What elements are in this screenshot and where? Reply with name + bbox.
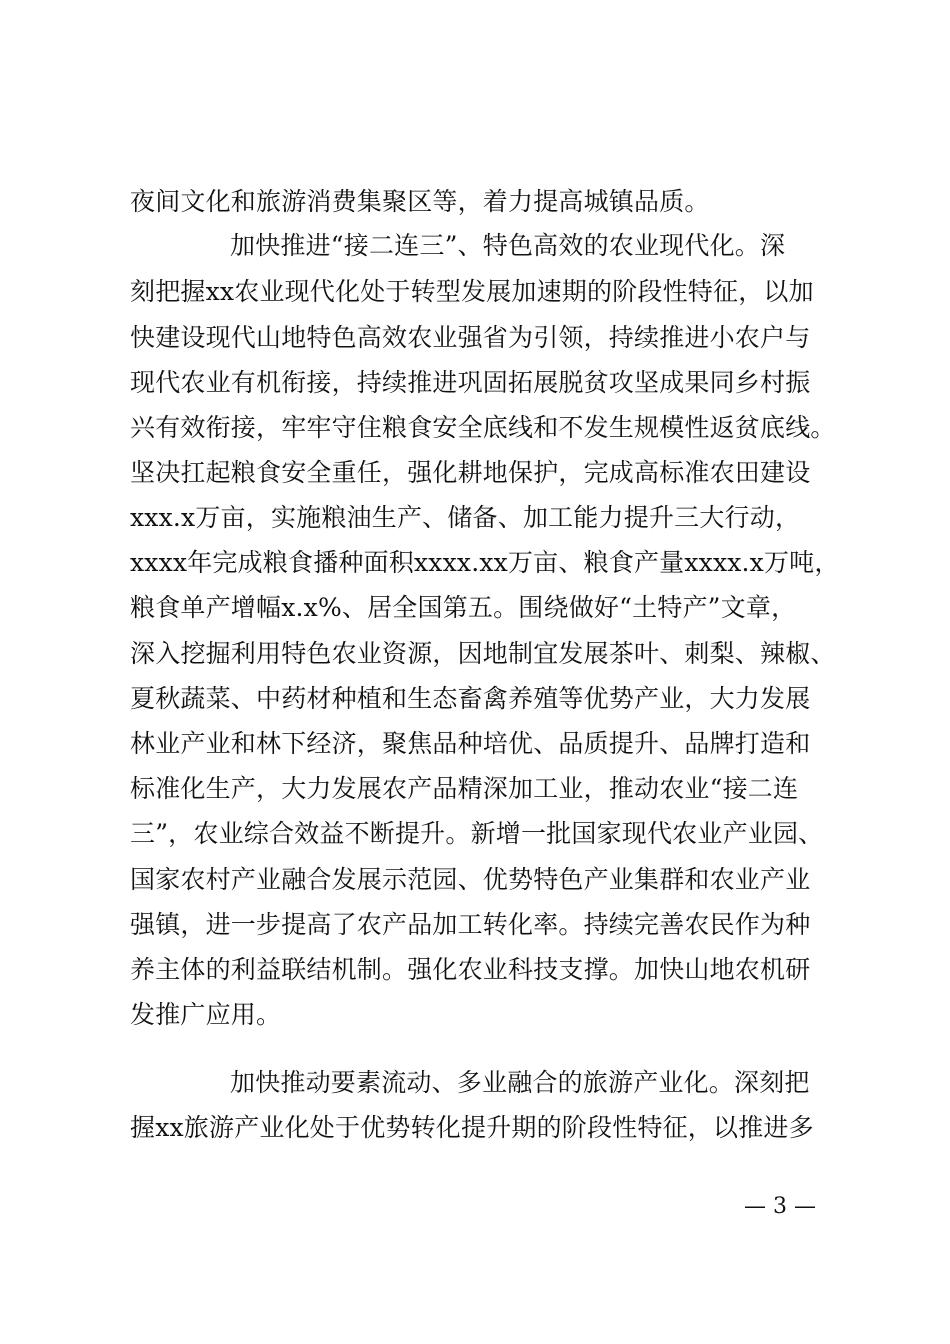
text-line: 兴有效衔接，牢牢守住粮食安全底线和不发生规模性返贫底线。 — [130, 413, 836, 442]
text-line: 标准化生产，大力发展农产品精深加工业，推动农业“接二连 — [130, 774, 799, 803]
text-line: xxx.x万亩，实施粮油生产、储备、加工能力提升三大行动， — [130, 503, 801, 532]
text-line: 国家农村产业融合发展示范园、优势特色产业集群和农业产业 — [130, 865, 811, 894]
text-line: xxxx年完成粮食播种面积xxxx.xx万亩、粮食产量xxxx.x万吨， — [130, 548, 840, 577]
text-line: 夏秋蔬菜、中药材种植和生态畜禽养殖等优势产业，大力发展 — [130, 684, 811, 713]
text-line: 发推广应用。 — [130, 1000, 282, 1029]
text-line: 林业产业和林下经济，聚焦品种培优、品质提升、品牌打造和 — [130, 729, 811, 758]
text-line: 现代农业有机衔接，持续推进巩固拓展脱贫攻坚成果同乡村振 — [130, 368, 811, 397]
paragraph-first-line: 加快推进“接二连三”、特色高效的农业现代化。深 — [230, 231, 786, 260]
text-line: 握xx旅游产业化处于优势转化提升期的阶段性特征，以推进多 — [130, 1113, 814, 1142]
text-line: 养主体的利益联结机制。强化农业科技支撑。加快山地农机研 — [130, 955, 811, 984]
text-line: 三”，农业综合效益不断提升。新增一批国家现代农业产业园、 — [130, 819, 824, 848]
text-line: 夜间文化和旅游消费集聚区等，着力提高城镇品质。 — [130, 187, 710, 216]
text-line: 刻把握xx农业现代化处于转型发展加速期的阶段性特征，以加 — [130, 277, 814, 306]
text-line: 粮食单产增幅x.x%、居全国第五。围绕做好“土特产”文章， — [130, 593, 797, 622]
text-line: 快建设现代山地特色高效农业强省为引领，持续推进小农户与 — [130, 323, 811, 352]
text-line: 强镇，进一步提高了农产品加工转化率。持续完善农民作为种 — [130, 910, 811, 939]
paragraph-first-line: 加快推动要素流动、多业融合的旅游产业化。深刻把 — [230, 1068, 810, 1097]
page-number: — 3 — — [744, 1194, 816, 1219]
text-line: 深入挖掘利用特色农业资源，因地制宜发展茶叶、刺梨、辣椒、 — [130, 639, 836, 668]
text-line: 坚决扛起粮食安全重任，强化耕地保护，完成高标准农田建设 — [130, 458, 811, 487]
